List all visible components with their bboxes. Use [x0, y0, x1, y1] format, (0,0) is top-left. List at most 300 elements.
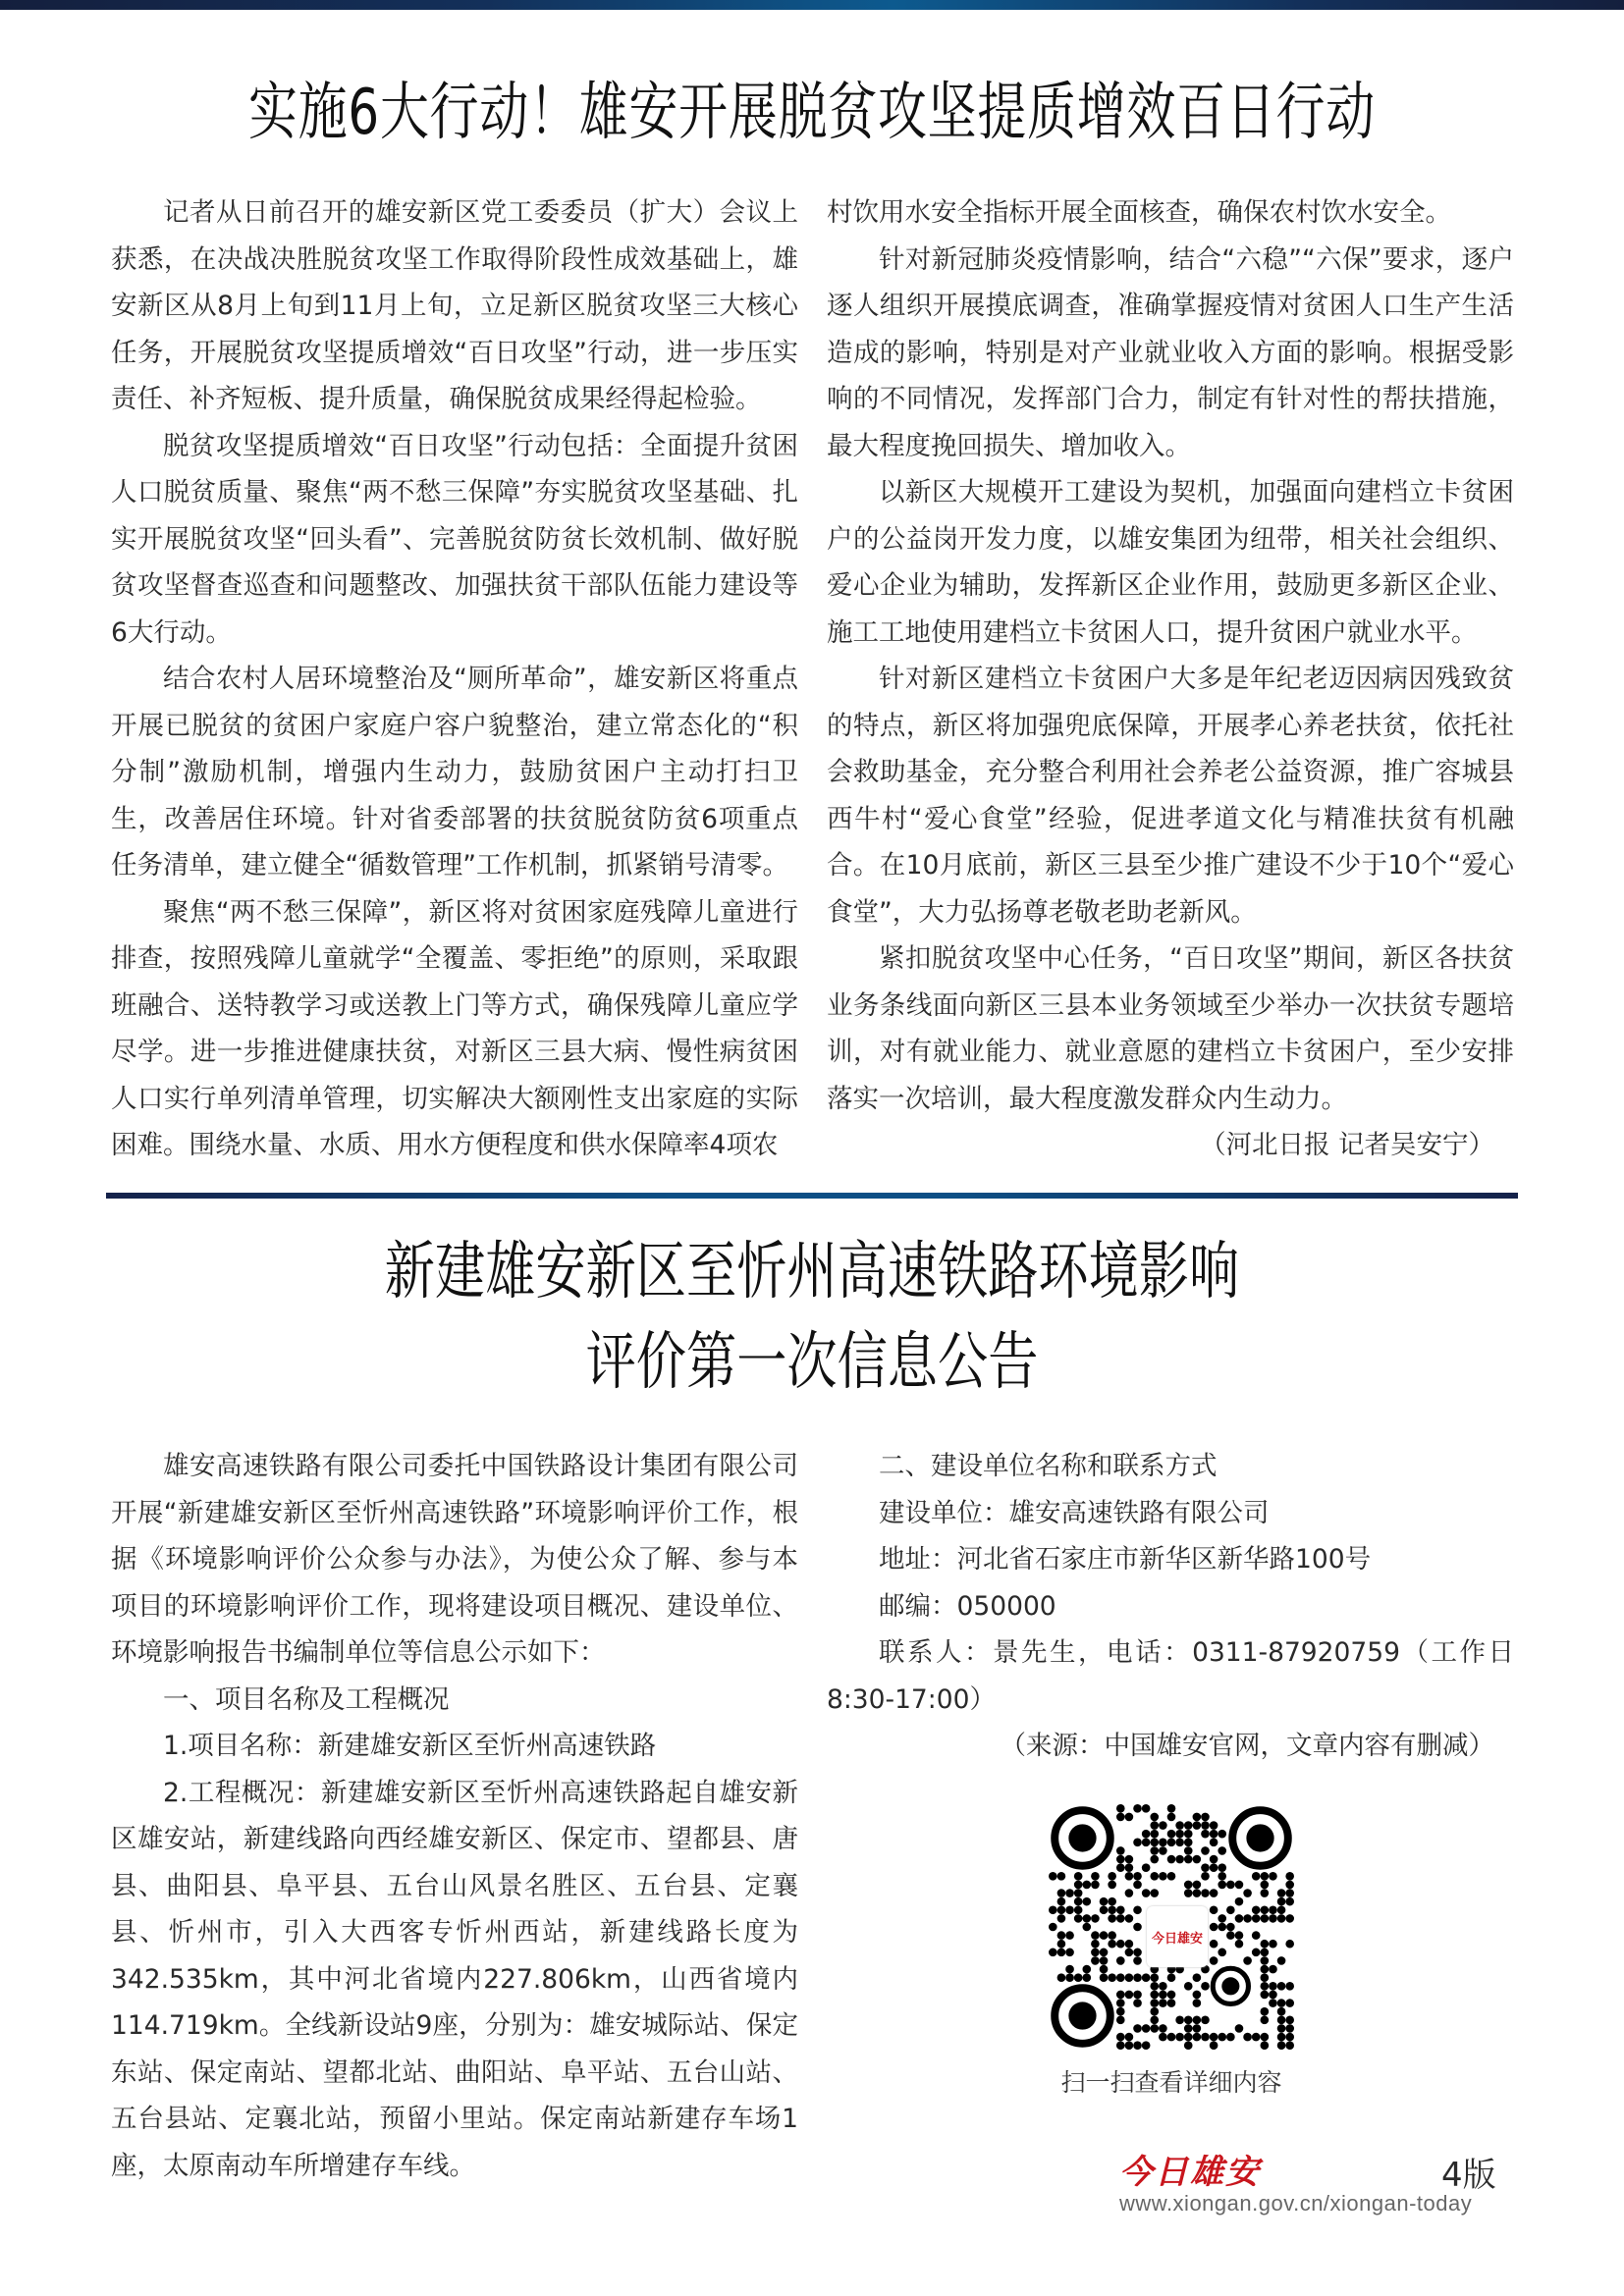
qr-dot: [1159, 1999, 1167, 2007]
qr-dot: [1201, 1846, 1210, 1855]
qr-dot: [1065, 1905, 1074, 1914]
article1-left-column: [111, 189, 798, 1169]
qr-dot: [1150, 1838, 1159, 1846]
qr-dot: [1210, 2041, 1218, 2050]
qr-dot: [1193, 1813, 1202, 1822]
qr-dot: [1226, 1923, 1235, 1932]
qr-dot: [1285, 1872, 1294, 1881]
qr-dot: [1184, 1889, 1193, 1897]
article2-section-heading: 一、项目名称及工程概况: [163, 1683, 450, 1715]
qr-dot: [1261, 1991, 1270, 2000]
qr-dot: [1057, 1973, 1066, 1982]
qr-dot: [1184, 1830, 1193, 1839]
qr-dot: [1108, 1940, 1116, 1949]
qr-dot: [1218, 1881, 1226, 1890]
qr-dot: [1201, 1982, 1210, 1991]
article2-contact-line: 地址：河北省石家庄市新华区新华路100号: [879, 1544, 1372, 1575]
qr-dot: [1133, 1956, 1142, 1965]
qr-dot: [1049, 1905, 1057, 1914]
qr-dot: [1116, 2016, 1125, 2025]
qr-dot: [1277, 1999, 1286, 2007]
qr-dot: [1193, 1855, 1202, 1864]
qr-dot: [1074, 1973, 1083, 1982]
qr-dot: [1057, 1949, 1066, 1957]
qr-finder-center: [1068, 1824, 1096, 1851]
qr-dot: [1235, 2024, 1244, 2033]
article1-headline: 实施6大行动！雄安开展脱贫攻坚提质增效百日行动: [248, 77, 1376, 149]
qr-dot: [1108, 1881, 1116, 1890]
qr-dot: [1167, 1999, 1176, 2007]
article1-paragraph: 以新区大规模开工建设为契机，加强面向建档立卡贫困户的公益岗开发力度，以雄安集团为纽带，相关社会组织、爱心企业为辅助，发挥新区企业作用，鼓励更多新区企业、施工工地使用建档立卡贫困人口，提升贫困户就业水平。: [827, 477, 1514, 648]
qr-dot: [1285, 2016, 1294, 2025]
qr-dot: [1065, 1973, 1074, 1982]
qr-dot: [1175, 2016, 1184, 2025]
qr-dot: [1057, 1931, 1066, 1940]
qr-dot: [1184, 1881, 1193, 1890]
qr-dot: [1116, 1813, 1125, 1822]
article1-paragraph: 记者从日前召开的雄安新区党工委委员（扩大）会议上获悉，在决战决胜脱贫攻坚工作取得阶段性成效基础上，雄安新区从8月上旬到11月上旬，立足新区脱贫攻坚三大核心任务，开展脱贫攻坚提质增效“百日攻坚”行动，进一步压实责任、补齐短板、提升质量，确保脱贫成果经得起检验。: [111, 197, 798, 414]
qr-dot: [1150, 1982, 1159, 1991]
qr-dot: [1193, 1991, 1202, 2000]
article2-headline-line2: 评价第一次信息公告: [585, 1326, 1039, 1399]
qr-dot: [1285, 1881, 1294, 1890]
page-number: 4版: [1441, 2156, 1496, 2195]
qr-dot: [1218, 1846, 1226, 1855]
qr-dot: [1184, 1838, 1193, 1846]
article1-paragraph: 脱贫攻坚提质增效“百日攻坚”行动包括：全面提升贫困人口脱贫质量、聚焦“两不愁三保障”夯实脱贫攻坚基础、扎实开展脱贫攻坚“回头看”、完善脱贫防贫长效机制、做好脱贫攻坚督查巡查和问题整改、加强扶贫干部队伍能力建设等6大行动。: [111, 430, 798, 648]
qr-dot: [1065, 1931, 1074, 1940]
qr-dot: [1091, 1940, 1100, 1949]
qr-dot: [1057, 1914, 1066, 1923]
qr-dot: [1261, 1973, 1270, 1982]
qr-dot: [1049, 1949, 1057, 1957]
qr-dot: [1125, 1863, 1134, 1872]
qr-dot: [1142, 1804, 1151, 1813]
qr-dot: [1116, 1804, 1125, 1813]
qr-dot: [1125, 2033, 1134, 2042]
qr-dot: [1243, 1914, 1252, 1923]
qr-dot: [1167, 1991, 1176, 2000]
qr-dot: [1167, 1838, 1176, 1846]
qr-dot: [1049, 1872, 1057, 1881]
qr-dot: [1193, 2024, 1202, 2033]
qr-dot: [1226, 2033, 1235, 2042]
qr-dot: [1184, 2041, 1193, 2050]
qr-dot: [1125, 1991, 1134, 2000]
qr-dot: [1159, 2024, 1167, 2033]
qr-dot: [1057, 1872, 1066, 1881]
qr-dot: [1116, 1914, 1125, 1923]
qr-dot: [1277, 2024, 1286, 2033]
qr-dot: [1142, 1838, 1151, 1846]
qr-dot: [1261, 1982, 1270, 1991]
qr-dot: [1116, 1991, 1125, 2000]
qr-dot: [1269, 1965, 1277, 1974]
qr-dot: [1277, 1905, 1286, 1914]
qr-dot: [1218, 1830, 1226, 1839]
article2-paragraph: 2.工程概况：新建雄安新区至忻州高速铁路起自雄安新区雄安站，新建线路向西经雄安新区、保定市、望都县、唐县、曲阳县、阜平县、五台山风景名胜区、五台县、定襄县、忻州市，引入大西客专忻州西站，新建线路长度为342.535km，其中河北省境内227.806km，山西省境内114.719km。全线新设站9座，分别为：雄安城际站、保定东站、保定南站、望都北站、曲阳站、阜平站、五台山站、五台县站、定襄北站，预留小里站。保定南站新建存车场1座，太原南动车所增建存车线。: [111, 1777, 798, 2181]
qr-dot: [1100, 1965, 1109, 1974]
qr-dot: [1218, 1914, 1226, 1923]
qr-dot: [1108, 1914, 1116, 1923]
qr-dot: [1201, 2033, 1210, 2042]
qr-dot: [1193, 2033, 1202, 2042]
qr-dot: [1074, 1872, 1083, 1881]
qr-dot: [1285, 1999, 1294, 2007]
qr-dot: [1252, 1931, 1261, 1940]
qr-dot: [1091, 1949, 1100, 1957]
qr-dot: [1082, 1881, 1091, 1890]
qr-dot: [1150, 2024, 1159, 2033]
top-decorative-bar: [0, 0, 1624, 10]
qr-dot: [1116, 1940, 1125, 1949]
article1-paragraph: 针对新冠肺炎疫情影响，结合“六稳”“六保”要求，逐户逐人组织开展摸底调查，准确掌握疫情对贫困人口生产生活造成的影响，特别是对产业就业收入方面的影响。根据受影响的不同情况，发挥部门合力，制定有针对性的帮扶措施，最大程度挽回损失、增加收入。: [827, 243, 1514, 461]
qr-dot: [1269, 1872, 1277, 1881]
qr-dot: [1167, 1830, 1176, 1839]
qr-dot: [1108, 1872, 1116, 1881]
article2-paragraph: 1.项目名称：新建雄安新区至忻州高速铁路: [163, 1731, 657, 1761]
qr-dot: [1082, 1923, 1091, 1932]
qr-dot: [1261, 1956, 1270, 1965]
qr-dot: [1175, 1830, 1184, 1839]
qr-dot: [1125, 1949, 1134, 1957]
qr-dot: [1100, 1949, 1109, 1957]
qr-dot: [1065, 1965, 1074, 1974]
qr-dot: [1057, 1905, 1066, 1914]
qr-dot: [1184, 1846, 1193, 1855]
qr-dot: [1150, 1991, 1159, 2000]
qr-dot: [1082, 1973, 1091, 1982]
qr-dot: [1235, 1931, 1244, 1940]
qr-dot: [1159, 1846, 1167, 1855]
qr-dot: [1226, 1881, 1235, 1890]
qr-dot: [1218, 2033, 1226, 2042]
qr-dot: [1116, 1999, 1125, 2007]
qr-dot: [1133, 2024, 1142, 2033]
qr-dot: [1261, 2041, 1270, 2050]
qr-dot: [1193, 1881, 1202, 1890]
qr-dot: [1150, 1830, 1159, 1839]
qr-dot: [1150, 1813, 1159, 1822]
qr-dot: [1082, 1897, 1091, 1906]
qr-dot: [1142, 1830, 1151, 1839]
qr-dot: [1074, 1897, 1083, 1906]
qr-dot: [1116, 1846, 1125, 1855]
qr-dot: [1201, 2016, 1210, 2025]
qr-dot: [1150, 1846, 1159, 1855]
qr-dot: [1261, 1905, 1270, 1914]
qr-dot: [1133, 1881, 1142, 1890]
qr-dot: [1159, 2033, 1167, 2042]
qr-dot: [1125, 1914, 1134, 1923]
qr-dot: [1125, 1889, 1134, 1897]
qr-dot: [1091, 1881, 1100, 1890]
qr-dot: [1285, 1940, 1294, 1949]
qr-dot: [1184, 1821, 1193, 1830]
qr-dot: [1201, 1821, 1210, 1830]
qr-dot: [1116, 1905, 1125, 1914]
qr-dot: [1142, 2024, 1151, 2033]
article2-contact-line: 联系人：景先生，电话：0311-87920759（工作日8:30-17:00）: [827, 1637, 1514, 1715]
qr-dot: [1210, 1956, 1218, 1965]
qr-dot: [1167, 1804, 1176, 1813]
qr-dot: [1210, 2033, 1218, 2042]
qr-dot: [1133, 1804, 1142, 1813]
qr-dot: [1201, 1830, 1210, 1839]
qr-dot: [1133, 1923, 1142, 1932]
qr-dot: [1193, 2016, 1202, 2025]
qr-dot: [1184, 2033, 1193, 2042]
qr-dot: [1116, 1956, 1125, 1965]
qr-dot: [1133, 1991, 1142, 2000]
qr-dot: [1269, 1991, 1277, 2000]
qr-dot: [1150, 1973, 1159, 1982]
qr-dot: [1091, 1872, 1100, 1881]
qr-dot: [1125, 1813, 1134, 1822]
qr-dot: [1261, 1949, 1270, 1957]
qr-dot: [1235, 1940, 1244, 1949]
qr-dot: [1082, 1965, 1091, 1974]
qr-dot: [1167, 1813, 1176, 1822]
qr-dot: [1210, 1855, 1218, 1864]
qr-dot: [1261, 1881, 1270, 1890]
qr-dot: [1218, 1863, 1226, 1872]
qr-dot: [1261, 2007, 1270, 2016]
qr-dot: [1100, 1905, 1109, 1914]
qr-dot: [1184, 1855, 1193, 1864]
qr-dot: [1159, 1838, 1167, 1846]
qr-dot: [1142, 1973, 1151, 1982]
qr-dot: [1125, 1973, 1134, 1982]
qr-dot: [1277, 2033, 1286, 2042]
qr-dot: [1116, 1973, 1125, 1982]
article1-paragraph: 聚焦“两不愁三保障”，新区将对贫困家庭残障儿童进行排查，按照残障儿童就学“全覆盖、零拒绝”的原则，采取跟班融合、送特教学习或送教上门等方式，确保残障儿童应学尽学。进一步推进健康扶贫，对新区三县大病、慢性病贫困人口实行单列清单管理，切实解决大额刚性支出家庭的实际困难。围绕水量、水质、用水方便程度和供水保障率4项农: [111, 896, 798, 1160]
qr-dot: [1159, 1872, 1167, 1881]
qr-dot: [1285, 2024, 1294, 2033]
qr-dot: [1167, 1872, 1176, 1881]
qr-dot: [1201, 1863, 1210, 1872]
article1-right-column: [827, 189, 1514, 1169]
qr-dot: [1235, 1881, 1244, 1890]
qr-dot: [1210, 1838, 1218, 1846]
article1-paragraph: 针对新区建档立卡贫困户大多是年纪老迈因病因残致贫的特点，新区将加强兜底保障，开展孝心养老扶贫，依托社会救助基金，充分整合利用社会养老公益资源，推广容城县西牛村“爱心食堂”经验，促进孝道文化与精准扶贫有机融合。在10月底前，新区三县至少推广建设不少于10个“爱心食堂”，大力弘扬尊老敬老助老新风。: [827, 664, 1514, 928]
qr-dot: [1285, 2033, 1294, 2042]
qr-dot: [1218, 1949, 1226, 1957]
qr-finder-center: [1068, 2002, 1096, 2029]
article1-paragraph: 紧扣脱贫攻坚中心任务，“百日攻坚”期间，新区各扶贫业务条线面向新区三县本业务领域至少举办一次扶贫专题培训，对有就业能力、就业意愿的建档立卡贫困户，至少安排落实一次培训，最大程度激发群众内生动力。: [827, 943, 1514, 1114]
qr-dot: [1285, 1914, 1294, 1923]
qr-dot: [1261, 1889, 1270, 1897]
qr-dot: [1261, 1940, 1270, 1949]
qr-dot: [1193, 1999, 1202, 2007]
qr-dot: [1150, 1889, 1159, 1897]
qr-dot: [1210, 1940, 1218, 1949]
qr-dot: [1277, 1914, 1286, 1923]
qr-dot: [1167, 1973, 1176, 1982]
qr-dot: [1074, 1914, 1083, 1923]
qr-dot: [1210, 1889, 1218, 1897]
qr-dot: [1243, 1956, 1252, 1965]
qr-dot: [1150, 2016, 1159, 2025]
qr-dot: [1065, 1949, 1074, 1957]
qr-dot: [1201, 1813, 1210, 1822]
qr-dot: [1226, 1931, 1235, 1940]
qr-dot: [1091, 1914, 1100, 1923]
qr-dot: [1074, 1905, 1083, 1914]
qr-dot: [1108, 1931, 1116, 1940]
brand-logo: 今日雄安: [1119, 2153, 1261, 2192]
qr-dot: [1100, 1931, 1109, 1940]
qr-dot: [1125, 1855, 1134, 1864]
article1-paragraph-continuation: 村饮用水安全指标开展全面核查，确保农村饮水安全。: [827, 197, 1451, 228]
qr-finder-center: [1221, 1977, 1239, 1995]
qr-dot: [1150, 2007, 1159, 2016]
qr-caption: 扫一扫查看详细内容: [1060, 2068, 1282, 2097]
qr-dot: [1277, 2041, 1286, 2050]
qr-dot: [1285, 2041, 1294, 2050]
qr-dot: [1150, 1872, 1159, 1881]
qr-dot: [1193, 1973, 1202, 1982]
article2-source: （来源：中国雄安官网，文章内容有删减）: [1000, 1731, 1494, 1761]
qr-dot: [1125, 1872, 1134, 1881]
qr-dot: [1201, 1872, 1210, 1881]
qr-dot: [1125, 1940, 1134, 1949]
qr-code-block: [1049, 1804, 1294, 2099]
qr-dot: [1252, 1872, 1261, 1881]
qr-dot: [1065, 1889, 1074, 1897]
qr-dot: [1235, 1914, 1244, 1923]
qr-dot: [1133, 1872, 1142, 1881]
qr-dot: [1184, 2024, 1193, 2033]
qr-dot: [1277, 2016, 1286, 2025]
qr-dot: [1150, 1821, 1159, 1830]
qr-dot: [1133, 1949, 1142, 1957]
qr-dot: [1261, 1965, 1270, 1974]
qr-dot: [1150, 1999, 1159, 2007]
qr-dot: [1277, 1956, 1286, 1965]
qr-dot: [1142, 1863, 1151, 1872]
qr-dot: [1100, 1973, 1109, 1982]
article2-contact-line: 邮编：050000: [879, 1590, 1056, 1622]
qr-dot: [1142, 1889, 1151, 1897]
qr-dot: [1167, 2033, 1176, 2042]
qr-dot: [1285, 1889, 1294, 1897]
qr-dot: [1277, 1897, 1286, 1906]
qr-dot: [1210, 1830, 1218, 1839]
qr-dot: [1074, 1889, 1083, 1897]
qr-dot: [1100, 1956, 1109, 1965]
qr-dot: [1133, 1838, 1142, 1846]
qr-dot: [1091, 1956, 1100, 1965]
qr-dot: [1116, 2007, 1125, 2016]
qr-dot: [1159, 1991, 1167, 2000]
qr-dot: [1277, 2007, 1286, 2016]
qr-dot: [1142, 2041, 1151, 2050]
qr-dot: [1269, 1905, 1277, 1914]
qr-dot: [1210, 1821, 1218, 1830]
qr-dot: [1133, 1999, 1142, 2007]
qr-dot: [1108, 1973, 1116, 1982]
qr-dot: [1133, 2041, 1142, 2050]
qr-dot: [1285, 1982, 1294, 1991]
article1-byline: （河北日报 记者吴安宁）: [1200, 1130, 1494, 1160]
qr-dot: [1269, 1914, 1277, 1923]
qr-dot: [1252, 2033, 1261, 2042]
article2-paragraph: 雄安高速铁路有限公司委托中国铁路设计集团有限公司开展“新建雄安新区至忻州高速铁路”环境影响评价工作，根据《环境影响评价公众参与办法》，为使公众了解、参与本项目的环境影响评价工作，现将建设项目概况、建设单位、环境影响报告书编制单位等信息公示如下：: [111, 1451, 798, 1668]
qr-dot: [1252, 1949, 1261, 1957]
qr-dot: [1057, 1897, 1066, 1906]
qr-logo: 今日雄安: [1147, 1906, 1208, 1967]
qr-dot: [1100, 1897, 1109, 1906]
qr-dot: [1210, 1905, 1218, 1914]
qr-dot: [1252, 1905, 1261, 1914]
qr-finder-center: [1246, 1824, 1273, 1851]
qr-dot: [1184, 2016, 1193, 2025]
qr-dot: [1159, 1821, 1167, 1830]
qr-dot: [1243, 1889, 1252, 1897]
qr-dot: [1277, 1889, 1286, 1897]
article2-section-heading: 二、建设单位名称和联系方式: [879, 1451, 1218, 1481]
qr-dot: [1269, 1982, 1277, 1991]
qr-dot: [1218, 1872, 1226, 1881]
qr-dot: [1261, 1872, 1270, 1881]
article1-paragraph: 结合农村人居环境整治及“厕所革命”，雄安新区将重点开展已脱贫的贫困户家庭户容户貌整治，建立常态化的“积分制”激励机制，增强内生动力，鼓励贫困户主动打扫卫生，改善居住环境。针对省委部署的扶贫脱贫防贫6项重点任务清单，建立健全“循数管理”工作机制，抓紧销号清零。: [111, 664, 798, 881]
footer-url[interactable]: www.xiongan.gov.cn/xiongan-today: [1119, 2191, 1473, 2216]
qr-dot: [1125, 2041, 1134, 2050]
qr-dot: [1159, 1982, 1167, 1991]
qr-dot: [1261, 1914, 1270, 1923]
qr-dot: [1210, 1863, 1218, 1872]
qr-dot: [1175, 2033, 1184, 2042]
qr-dot: [1049, 1923, 1057, 1932]
qr-dot: [1116, 2041, 1125, 2050]
qr-dot: [1150, 1855, 1159, 1864]
qr-dot: [1116, 2033, 1125, 2042]
qr-dot: [1108, 1905, 1116, 1914]
qr-dot: [1269, 1940, 1277, 1949]
qr-dot: [1074, 1881, 1083, 1890]
article2-headline: [162, 1227, 1461, 1408]
qr-dot: [1235, 1897, 1244, 1906]
qr-dot: [1167, 1855, 1176, 1864]
article2-headline-line1: 新建雄安新区至忻州高速铁路环境影响: [384, 1236, 1240, 1308]
article2-contact-line: 建设单位：雄安高速铁路有限公司: [879, 1497, 1270, 1528]
qr-dot: [1133, 1905, 1142, 1914]
qr-dot: [1175, 1855, 1184, 1864]
qr-dot: [1285, 1897, 1294, 1906]
qr-dot: [1116, 1855, 1125, 1864]
article2-left-column: [111, 1443, 798, 2189]
qr-dot: [1210, 1923, 1218, 1932]
qr-dot: [1226, 1905, 1235, 1914]
qr-dot: [1057, 1940, 1066, 1949]
qr-dot: [1057, 1889, 1066, 1897]
section-divider: [106, 1193, 1518, 1199]
qr-dot: [1082, 1914, 1091, 1923]
qr-code-icon[interactable]: [1049, 1804, 1294, 2050]
qr-dot: [1269, 1999, 1277, 2007]
qr-dot: [1184, 1982, 1193, 1991]
qr-dot: [1175, 1821, 1184, 1830]
qr-dot: [1175, 1838, 1184, 1846]
qr-dot: [1277, 1982, 1286, 1991]
qr-dot: [1252, 1914, 1261, 1923]
qr-dot: [1133, 1973, 1142, 1982]
qr-dot: [1193, 1889, 1202, 1897]
qr-dot: [1261, 2016, 1270, 2025]
qr-dot: [1201, 1889, 1210, 1897]
qr-dot: [1108, 1897, 1116, 1906]
